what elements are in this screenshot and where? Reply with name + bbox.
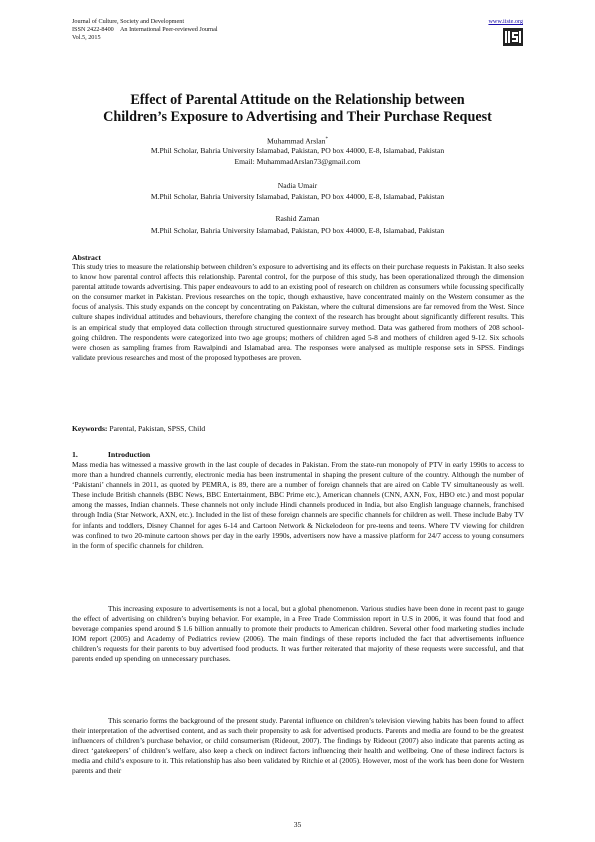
author-3-name: Rashid Zaman [275, 214, 320, 223]
title-line-1: Effect of Parental Attitude on the Relationship between [130, 92, 465, 108]
abstract-text: This study tries to measure the relationship between children’s exposure to advertising and its effects on their purchase requests in Pakistan. It also seeks to know how parental control affects this relationship. Parental control, for the purpose of this study, has been operationalized through the dimension parental attitude towards advertising. This paper endeavours to add to an existing pool of research on children as consumers while focussing specifically on the consumer market in Pakistan. Previous researches on the topic, though exhaustive, have concentrated mainly on the Western consumer as the focus of analysis. This study expands on the concept by concentrating on Pakistan, where the cultural dimensions are far removed from the West. Since culture shapes individual attitudes and behaviours, therefore changing the context of the research has brought about significantly different results. This is an empirical study that employed data collection through structured questionnaire survey method. Data was gathered from mothers of 208 school-going children. The respondents were categorized into two age groups; mothers of children aged 5-8 and mothers of children aged 9-12. Six schools were chosen as sampling frames from Rawalpindi and Islamabad area. The responses were analysed as multiple response sets in SPSS. Findings validate previous researches and most of the proposed hypotheses are proven. [72, 262, 524, 362]
author-name: Muhammad Arslan [267, 136, 326, 146]
author-mark: * [325, 137, 328, 142]
iiste-logo [503, 28, 523, 46]
issn: ISSN 2422-8400 [72, 26, 114, 33]
author-2-name: Nadia Umair [277, 181, 318, 190]
page-number: 35 [293, 820, 302, 829]
intro-paragraph-2: This increasing exposure to advertisements is not a local, but a global phenomenon. Various studies have been done in recent past to gauge the effect of advertising on children’s buying behavior. For example, in a Free Trade Commission report in U.S in 2006, it was found that food and beverage companies spend around $ 1.6 billion annually to promote their products to American children. Several other food marketing studies include IOM report (2005) and Academy of Pediatrics review (2006). The main findings of these reports included the fact that advertisements influence children’s requests for their parents to buy advertised food products. It was further reiterated that majority of these requests were successful, and that parents ended up spending on unnecessary purchases. [72, 604, 524, 664]
intro-heading [72, 450, 150, 459]
keywords-value: Parental, Pakistan, SPSS, Child [109, 424, 206, 433]
title-line-2: Children’s Exposure to Advertising and Their Purchase Request [103, 109, 492, 125]
author-2-affiliation: M.Phil Scholar, Bahria University Islamabad, Pakistan, PO box 44000, E-8, Islamabad, Pakistan [150, 192, 445, 201]
section-number: 1. [72, 450, 78, 459]
volume: Vol.5, 2015 [72, 34, 101, 41]
intro-paragraph-3: This scenario forms the background of the present study. Parental influence on children’s television viewing habits has been found to affect their interpretation of the advertised content, and as such their propensity to ask for advertised products. Parents and media are found to be the greatest influencers of children’s purchase behavior, or child consumerism (Rideout, 2007). The findings by Rideout (2007) also indicate that parents acting as direct ‘gatekeepers’ of children’s welfare, also keep a check on indirect factors influencing their health and wellbeing. One of these indirect factors is media and child’s exposure to it. This relationship has also been validated by Ritchie et al (2005). However, most of the work has been done for Western parents and their [72, 716, 524, 776]
intro-paragraph-1: Mass media has witnessed a massive growth in the last couple of decades in Pakistan. From the state-run monopoly of PTV in early 1990s to access to more than a hundred channels currently, electronic media has been instrumental in shaping the present culture of the country. Although the number of ‘Pakistani’ channels in 2011, as quoted by PEMRA, is 89, there are a number of foreign channels that are aired on Cable TV simultaneously as well. These include British channels (BBC News, BBC Entertainment, BBC Prime etc.), American channels (CNN, AXN, Fox, HBO etc.) and most popular among the masses, Indian channels. These channels not only include Hindi channels produced in India, but also English language channels, franchised through India (Star Network, AXN, etc.). Included in the list of these foreign channels are specific channels for children as well. These include Baby TV for infants and toddlers, Disney Channel for ages 6-14 and Cartoon Network & Nickelodeon for pre-teens and teens. Where TV viewing for children was confined to two 20-minute cartoon shows per day in the early 1990s, advertisers now have a massive platform for 24/7 access to young consumers in the form of specific channels for children. [72, 460, 524, 550]
author-1-affiliation: M.Phil Scholar, Bahria University Islamabad, Pakistan, PO box 44000, E-8, Islamabad, Pakistan [150, 146, 445, 155]
keywords [72, 424, 205, 433]
issn-line [72, 26, 218, 34]
peer-reviewed-label: An International Peer-reviewed Journal [119, 26, 218, 33]
author-1-email: Email: MuhammadArslan73@gmail.com [234, 157, 361, 166]
author-3-affiliation: M.Phil Scholar, Bahria University Islamabad, Pakistan, PO box 44000, E-8, Islamabad, Pakistan [150, 226, 445, 235]
abstract-heading: Abstract [72, 253, 102, 262]
website-link[interactable]: www.iiste.org [488, 18, 523, 25]
journal-name: Journal of Culture, Society and Development [72, 18, 185, 25]
paper-title [60, 92, 535, 126]
keywords-label: Keywords: [72, 424, 108, 433]
author-1-name [60, 135, 535, 147]
section-title: Introduction [107, 450, 151, 459]
